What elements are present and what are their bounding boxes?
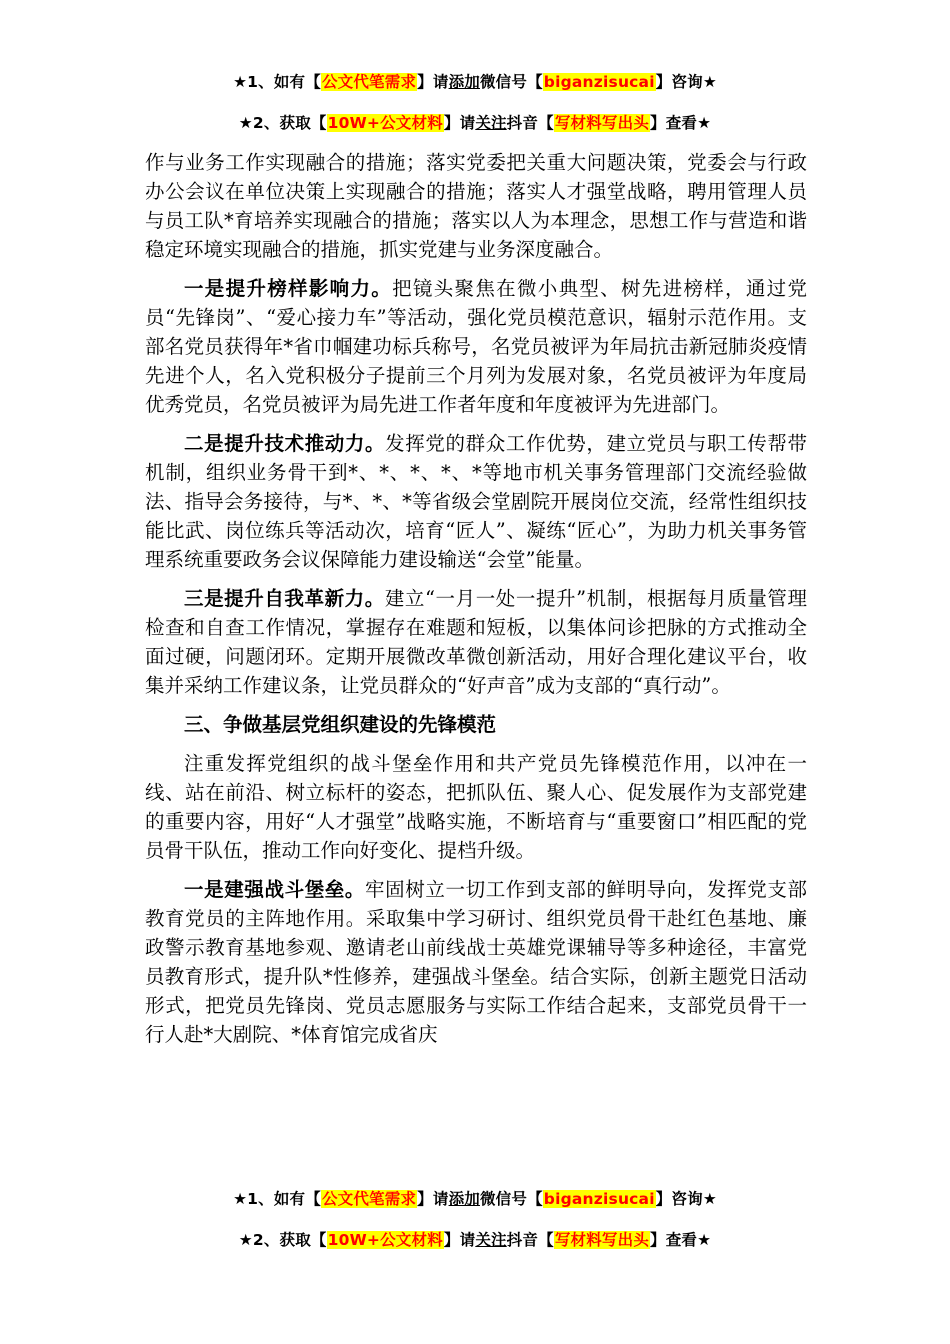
footer-banner-line-2 (0, 1228, 950, 1250)
banner-text: 】请 (443, 1231, 476, 1249)
banner-underlined-text: 关注 (475, 114, 507, 132)
banner-underlined-text: 关注 (475, 1231, 507, 1249)
banner-text: 微信号【 (479, 73, 543, 91)
paragraph: 注重发挥党组织的战斗堡垒作用和共产党员先锋模范作用，以冲在一线、站在前沿、树立标杆的姿态，把抓队伍、聚人心、促发展作为支部党建的重要内容，用好“人才强堂”战略实施，不断培育与“重要窗口”相匹配的党员骨干队伍，推动工作向好变化、提档升级。 (145, 752, 807, 862)
banner-text: 】查看★ (650, 1231, 712, 1249)
paragraph-lead: 一是建强战斗堡垒。 (184, 878, 366, 901)
banner-text: ★1、如有【 (233, 1190, 321, 1208)
banner-wechat-id: biganzisucai (543, 73, 655, 91)
banner-text: 】咨询★ (655, 1190, 717, 1208)
banner-douyin-account: 写材料写出头 (554, 1231, 650, 1249)
banner-text: 抖音【 (506, 1231, 554, 1249)
banner-highlight: 10W+公文材料 (327, 1231, 443, 1249)
banner-text: ★1、如有【 (233, 73, 321, 91)
banner-highlight: 公文代笔需求 (321, 1190, 417, 1208)
banner-text: 】请 (417, 73, 449, 91)
paragraph-text: 建立“一月一处一提升”机制，根据每月质量管理检查和自查工作情况，掌握存在难题和短板，以集体问诊把脉的方式推动全面过硬，问题闭环。定期开展微改革微创新活动，用好合理化建议平台，收集并采纳工作建议条，让党员群众的“好声音”成为支部的“真行动”。 (145, 587, 807, 697)
banner-text: ★2、获取【 (238, 114, 327, 132)
banner-wechat-id: biganzisucai (543, 1190, 655, 1208)
paragraph: 作与业务工作实现融合的措施；落实党委把关重大问题决策，党委会与行政办公会议在单位决策上实现融合的措施；落实人才强堂战略，聘用管理人员与员工队*育培养实现融合的措施；落实以人为本理念，思想工作与营造和谐稳定环境实现融合的措施，抓实党建与业务深度融合。 (145, 151, 807, 261)
section-heading: 三、争做基层党组织建设的先锋模范 (184, 713, 497, 736)
paragraph (145, 429, 807, 574)
paragraph-text: 发挥党的群众工作优势，建立党员与职工传帮带机制，组织业务骨干到*、*、*、*、*等地市机关事务管理部门交流经验做法、指导会务接待，与*、*、*等省级会堂剧院开展岗位交流，经常性组织技能比武、岗位练兵等活动次，培育“匠人”、凝练“匠心”，为助力机关事务管理系统重要政务会议保障能力建设输送“会堂”能量。 (145, 432, 807, 571)
banner-underlined-text: 添加 (448, 73, 480, 91)
banner-text: 】请 (417, 1190, 449, 1208)
paragraph-text: 把镜头聚焦在微小典型、树先进榜样，通过党员“先锋岗”、“爱心接力车”等活动，强化党员模范意识，辐射示范作用。支部名党员获得年*省巾帼建功标兵称号，名党员被评为年局抗击新冠肺炎疫情先进个人，名入党积极分子提前三个月列为发展对象，名党员被评为年度局优秀党员，名党员被评为局先进工作者年度和年度被评为先进部门。 (145, 277, 807, 416)
document-body (145, 148, 807, 1059)
banner-underlined-text: 添加 (448, 1190, 480, 1208)
banner-text: 抖音【 (506, 114, 554, 132)
banner-text: 】查看★ (650, 114, 712, 132)
paragraph-lead: 一是提升榜样影响力。 (184, 277, 393, 300)
paragraph-text: 牢固树立一切工作到支部的鲜明导向，发挥党支部教育党员的主阵地作用。采取集中学习研讨、组织党员骨干赴红色基地、廉政警示教育基地参观、邀请老山前线战士英雄党课辅导等多种途径，丰富党员教育形式，提升队*性修养，建强战斗堡垒。结合实际，创新主题党日活动形式，把党员先锋岗、党员志愿服务与实际工作结合起来，支部党员骨干一行人赴*大剧院、*体育馆完成省庆 (145, 878, 807, 1046)
banner-highlight: 公文代笔需求 (321, 73, 417, 91)
banner-text: 】咨询★ (655, 73, 717, 91)
paragraph-lead: 二是提升技术推动力。 (184, 432, 386, 455)
paragraph-lead: 三是提升自我革新力。 (184, 587, 385, 610)
paragraph (145, 274, 807, 419)
banner-text: 】请 (443, 114, 476, 132)
header-banner-line-1 (0, 70, 950, 92)
banner-text: ★2、获取【 (238, 1231, 327, 1249)
banner-highlight: 10W+公文材料 (327, 114, 443, 132)
paragraph (145, 584, 807, 700)
paragraph (145, 875, 807, 1049)
banner-douyin-account: 写材料写出头 (554, 114, 650, 132)
header-banner-line-2 (0, 111, 950, 133)
footer-banner-line-1 (0, 1187, 950, 1209)
banner-text: 微信号【 (479, 1190, 543, 1208)
